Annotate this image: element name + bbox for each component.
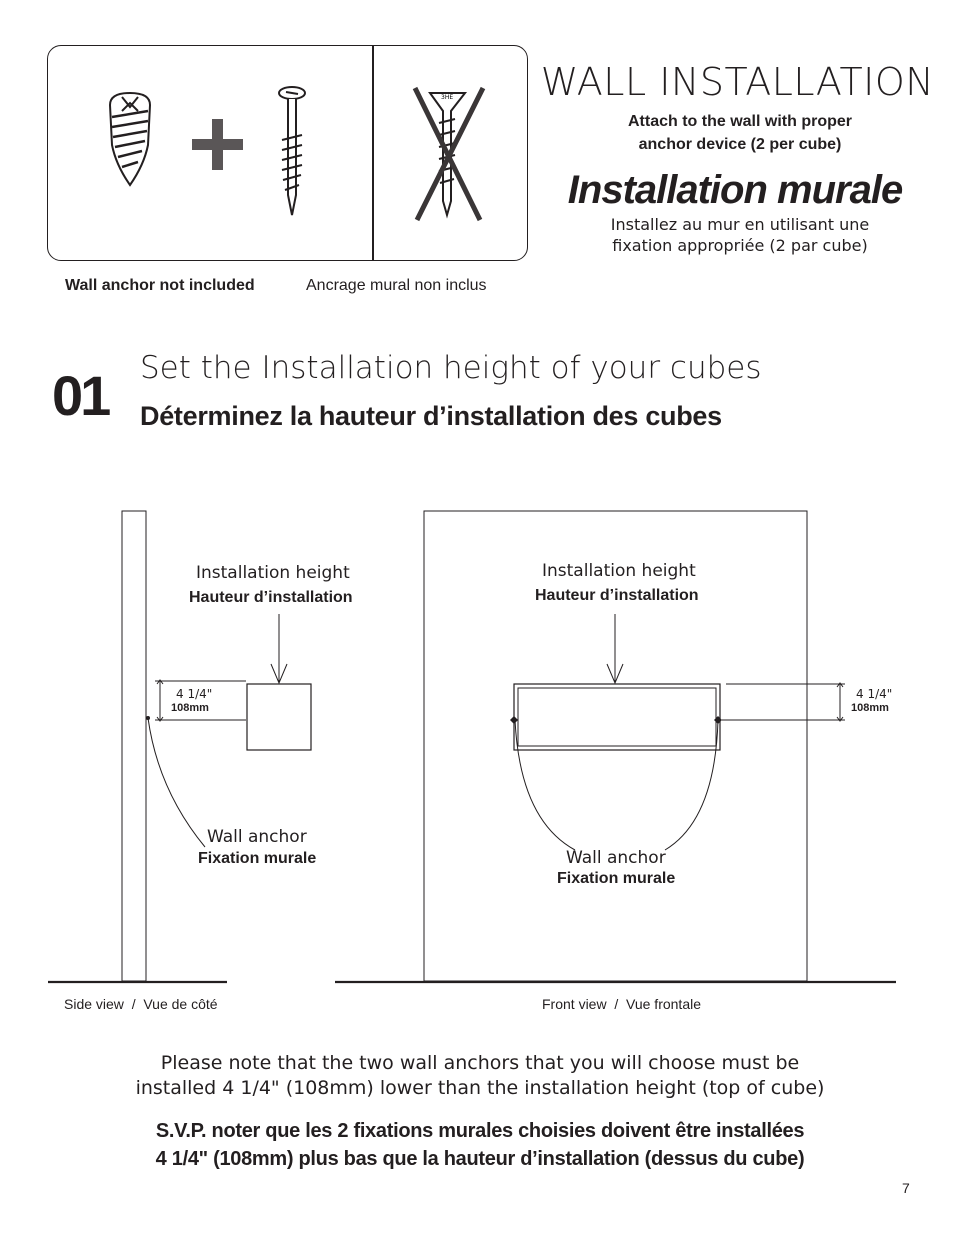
side-anchor-leader [148, 718, 205, 847]
note-fr-line1: S.V.P. noter que les 2 fixations murales choisies doivent être installées [155, 1120, 805, 1142]
page-title-fr: Installation murale [567, 168, 903, 212]
front-cube [514, 684, 720, 750]
side-view-caption: Side view / Vue de côté [64, 996, 218, 1012]
side-height-label-fr: Hauteur d’installation [189, 589, 353, 606]
side-anchor-label-fr: Fixation murale [198, 850, 317, 867]
side-anchor-label-en: Wall anchor [207, 827, 307, 847]
svg-text:3HE: 3HE [441, 94, 454, 101]
note-en [100, 1051, 860, 1101]
front-height-label-en: Installation height [542, 561, 696, 581]
front-dim-metric: 108mm [851, 702, 889, 714]
anchor-not-included-caption-fr: Ancrage mural non inclus [306, 277, 487, 294]
front-anchor-label-fr: Fixation murale [557, 870, 676, 887]
front-anchor-point-left [510, 716, 518, 724]
anchor-not-included-caption-en: Wall anchor not included [65, 277, 255, 294]
subtitle-fr-line2: fixation appropriée (2 par cube) [612, 236, 868, 255]
side-dim-imperial: 4 1/4" [176, 687, 213, 701]
note-en-line1: Please note that the two wall anchors that you will choose must be [160, 1052, 800, 1074]
subtitle-fr-line1: Installez au mur en utilisant une [610, 215, 870, 234]
subtitle-en-line1: Attach to the wall with proper [627, 113, 852, 130]
side-anchor-point [146, 716, 150, 720]
page-title-en: WALL INSTALLATION [540, 60, 935, 104]
side-cube [247, 684, 311, 750]
side-wall [122, 511, 146, 981]
step-title-fr: Déterminez la hauteur d’installation des cubes [140, 401, 722, 431]
page-number: 7 [902, 1180, 910, 1196]
side-dim-metric: 108mm [171, 702, 209, 714]
front-dim-imperial: 4 1/4" [856, 687, 893, 701]
step-number: 01 [52, 364, 109, 427]
front-view-caption: Front view / Vue frontale [542, 996, 701, 1012]
front-anchor-point-right [714, 716, 722, 724]
side-height-label-en: Installation height [196, 563, 350, 583]
front-anchor-label-en: Wall anchor [566, 848, 666, 868]
front-dimension-lines [722, 684, 845, 720]
note-en-line2: installed 4 1/4" (108mm) lower than the installation height (top of cube) [135, 1077, 825, 1099]
step-title-en: Set the Installation height of your cubes [140, 350, 762, 386]
note-fr-line2: 4 1/4" (108mm) plus bas que la hauteur d’installation (dessus du cube) [155, 1148, 805, 1170]
front-height-label-fr: Hauteur d’installation [535, 587, 699, 604]
note-fr [80, 1117, 880, 1173]
front-anchor-leader-right [665, 720, 718, 850]
front-anchor-leader-left [515, 720, 575, 850]
subtitle-en-line2: anchor device (2 per cube) [638, 136, 842, 153]
